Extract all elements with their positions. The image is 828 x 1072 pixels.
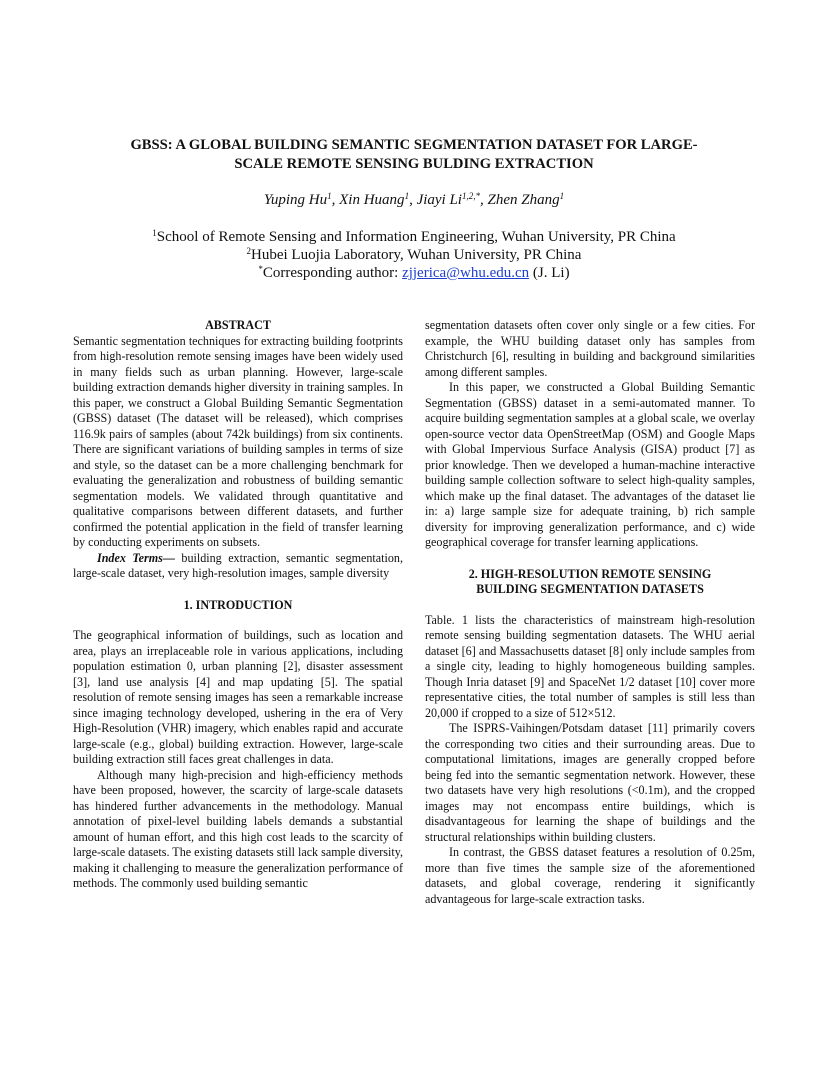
left-column (73, 318, 403, 892)
author (417, 192, 488, 208)
abstract-heading: ABSTRACT (205, 318, 271, 332)
author (339, 192, 416, 208)
author-affil-mark: 1,2,* (461, 191, 480, 202)
paper-title (60, 136, 768, 174)
section-2-paragraph-2: The ISPRS-Vaihingen/Potsdam dataset [11] primarily covers the corresponding two cities and their surrounding areas. Due to computational limitations, images are generally cropped before being fed into the semantic segmentation network. However, these two datasets have very high resolutions (<0.1m), and the cropped images may not encompass entire buildings, which is disadvantageous for learning the shape of buildings and the structural relationships within building clusters. (425, 721, 755, 844)
intro-paragraph-3: segmentation datasets often cover only single or a few cities. For example, the WHU building dataset only has samples from Christchurch [6], resulting in building and background similarities among different samples. (425, 318, 755, 379)
section-2-paragraph-1: Table. 1 lists the characteristics of mainstream high-resolution remote sensing building segmentation datasets. The WHU aerial dataset [6] and Massachusetts dataset [8] only include samples from a single city, leading to highly homogeneous building samples. Though Inria dataset [9] and SpaceNet 1/2 dataset [10] cover more representative cities, the total number of samples is still less than 20,000 if cropped to a size of 512×512. (425, 612, 755, 720)
affiliations (60, 228, 768, 282)
author-name: Jiayi Li (416, 192, 462, 208)
section-2-paragraph-3: In contrast, the GBSS dataset features a resolution of 0.25m, more than five times the sample size of the aforementioned datasets, and global coverage, rendering it significantly advantageous for large-scale extraction tasks. (425, 845, 755, 906)
author-list (60, 190, 768, 210)
title-line-1: GBSS: A GLOBAL BUILDING SEMANTIC SEGMENTATION DATASET FOR LARGE- (130, 137, 698, 153)
index-terms-label: Index Terms— (97, 550, 175, 565)
affiliation-2: $^2$Hubei Luojia Laboratory, Wuhan University, PR China (246, 246, 582, 263)
abstract-text: Semantic segmentation techniques for extracting building footprints from high-resolution remote sensing images have been widely used in many fields such as urban planning. However, large-scale building extraction demands higher diversity in training samples. In this paper, we construct a Global Building Semantic Segmentation (GBSS) dataset (The dataset will be released), which comprises 116.9k pairs of samples (about 742k buildings) from six continents. There are significant variations of building samples in terms of size and style, so the dataset can be a more challenging benchmark for evaluating the generalization and robustness of building semantic segmentation models. We validated through quantitative and qualitative comparisons between different datasets, and further confirmed the potential application in the field of transfer learning by conducting experiments on subsets. (73, 333, 403, 549)
title-line-2: SCALE REMOTE SENSING BULDING EXTRACTION (234, 156, 594, 172)
author-affil-mark: 1 (404, 191, 410, 202)
corresponding-author: *Corresponding author: zjjerica@whu.edu.cn (J. Li) (258, 264, 570, 281)
intro-paragraph-4: In this paper, we constructed a Global Building Semantic Segmentation (GBSS) dataset in a semi-automated manner. To acquire building segmentation samples at a global scale, we overlay open-source vector data OpenStreetMap (OSM) and Google Maps with Global Impervious Surface Analysis (GISA) product [7] as prior knowledge. Then we developed a human-machine interactive building sample collection software to select high-quality samples, which make up the final dataset. The advantages of the dataset lie in: a) large sample size for adequate training, b) rich sample diversity for improving generalization performance, and c) wide geographical coverage for transfer learning applications. (425, 380, 755, 549)
author-separator: , (409, 192, 417, 208)
corresponding-email-link[interactable]: zjjerica@whu.edu.cn (402, 265, 530, 281)
author-name: Xin Huang (339, 192, 405, 208)
author (487, 192, 564, 208)
author-affil-mark: 1 (559, 191, 565, 202)
author-affil-mark: 1 (327, 191, 332, 202)
introduction-heading: 1. INTRODUCTION (183, 597, 293, 612)
author-name: Zhen Zhang (487, 192, 560, 208)
intro-paragraph-1: The geographical information of buildings, such as location and area, plays an irreplaceable role in various applications, including population estimation 0, urban planning [2], disaster assessment [3], land use analysis [4] and map updating [5]. The spatial resolution of remote sensing images has seen a remarkable increase since imaging technology developed, ushering in the era of Very High-Resolution (VHR) imagery, which enables rapid and accurate large-scale (e.g., global) building extraction. However, large-scale building extraction still faces great challenges in data. (73, 628, 403, 766)
author-separator: , (479, 192, 488, 208)
affiliation-1: $^1$School of Remote Sensing and Information Engineering, Wuhan University, PR China (152, 228, 676, 245)
section-2-heading: 2. HIGH-RESOLUTION REMOTE SENSING BUILDING SEGMENTATION DATASETS (468, 566, 712, 596)
right-column (425, 318, 755, 907)
index-terms-text: building extraction, semantic segmentation, large-scale dataset, very high-resolution images, sample diversity (73, 550, 403, 580)
author-separator: , (331, 192, 340, 208)
intro-paragraph-2: Although many high-precision and high-efficiency methods have been proposed, however, the scarcity of large-scale datasets has hindered further advancements in the methodology. Manual annotation of pixel-level building labels demands a substantial amount of human effort, and this high cost leads to the scarcity of large-scale datasets. The existing datasets still lack sample diversity, making it challenging to measure the generalization performance of methods. The commonly used building semantic (73, 767, 403, 890)
index-terms (73, 551, 403, 582)
author-name: Yuping Hu (263, 192, 328, 208)
author (264, 192, 339, 208)
